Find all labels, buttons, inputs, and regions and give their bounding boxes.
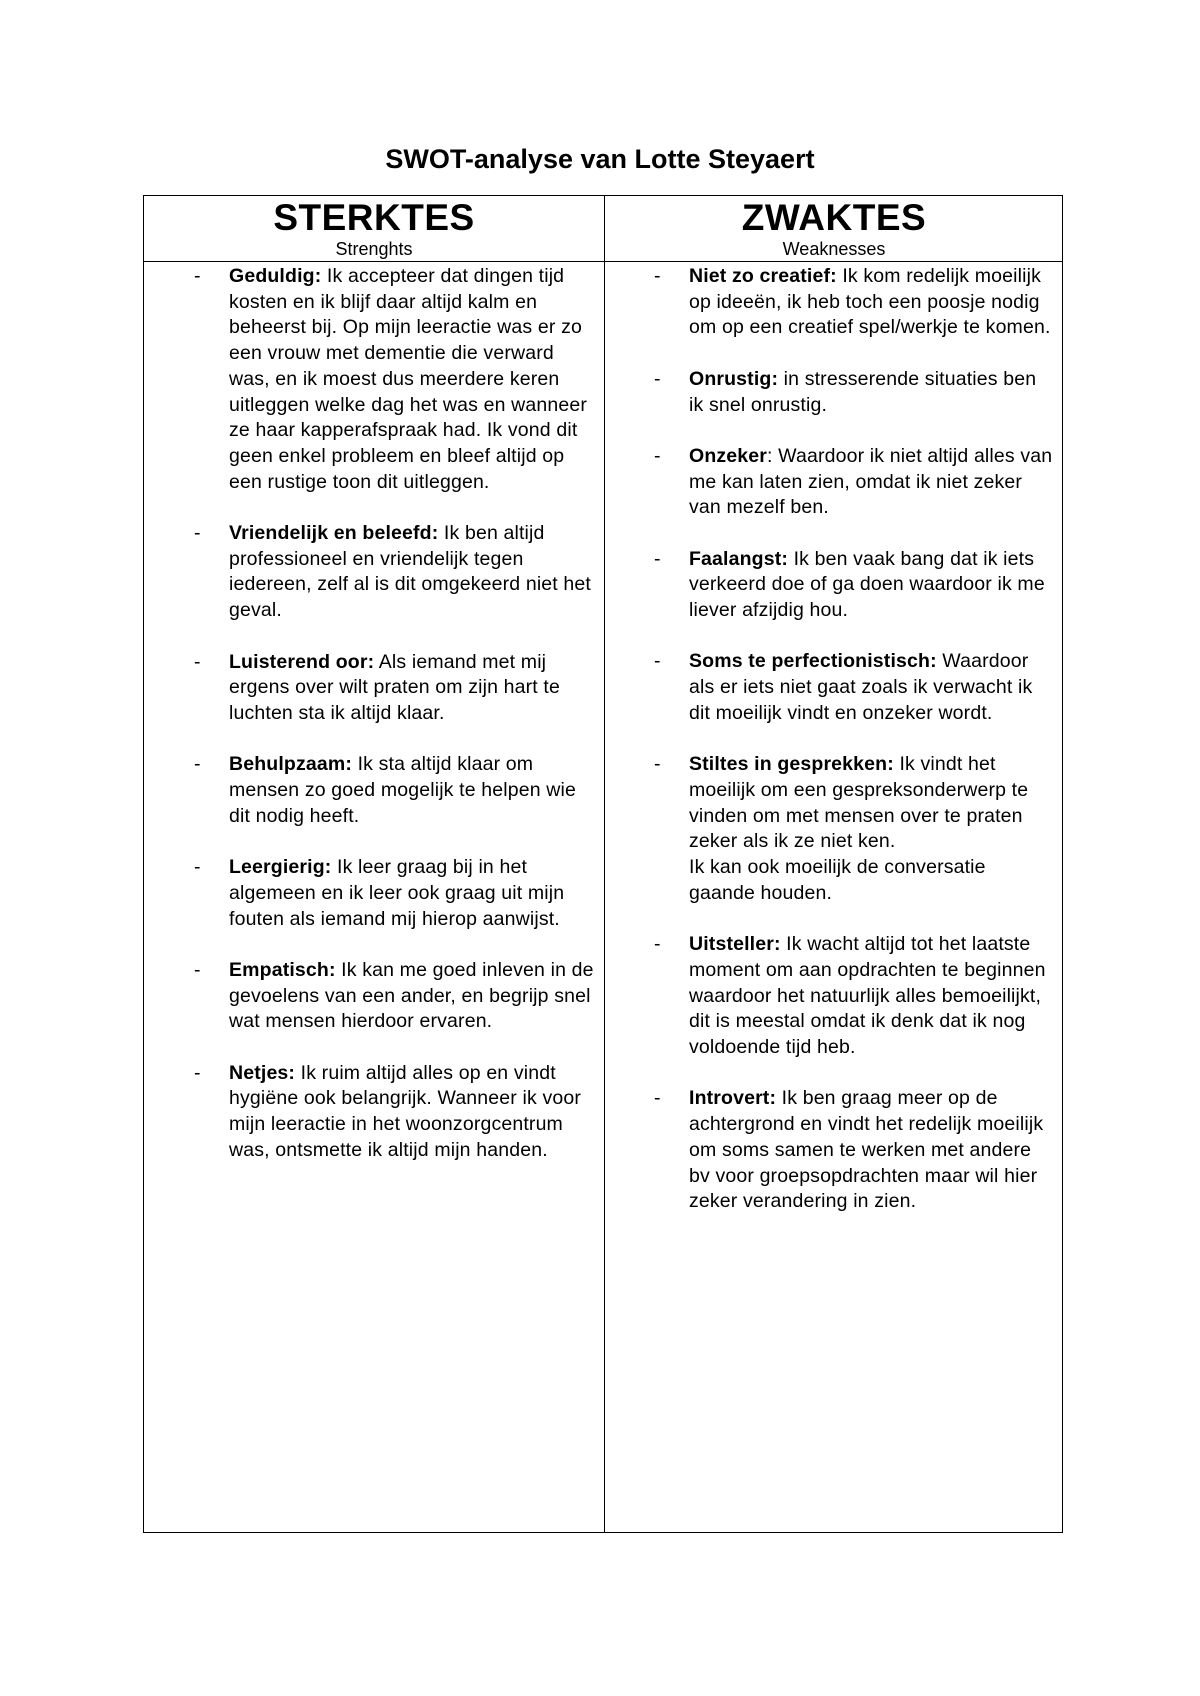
item-text: Ik leer graag bij in het algemeen en ik leer ook graag uit mijn fouten als iemand mij hierop aanwijst. — [229, 856, 565, 930]
list-dash: - — [654, 753, 661, 776]
item-text: : Waardoor ik niet altijd alles van me kan laten zien, omdat ik niet zeker van mezelf ben. — [689, 444, 1053, 519]
item-text: Ik ben altijd professioneel en vriendelijk tegen iedereen, zelf al is dit omgekeerd niet het geval. — [229, 522, 591, 622]
item-text: Ik kom redelijk moeilijk op ideeën, ik heb toch een poosje nodig om op een creatief spel/werkje te komen. — [689, 265, 1051, 339]
item-text: Ik kan me goed inleven in de gevoelens van een ander, en begrijp snel wat mensen hierdoor ervaren. — [229, 958, 594, 1033]
item-term: Geduldig: — [229, 265, 322, 287]
list-dash: - — [194, 265, 201, 287]
item-term: Luisterend oor: — [229, 650, 375, 673]
item-text: Ik sta altijd klaar om mensen zo goed mogelijk te helpen wie dit nodig heeft. — [229, 753, 577, 827]
item-term: Soms te perfectionistisch: — [689, 650, 937, 673]
item-term: Niet zo creatief: — [689, 265, 837, 287]
strengths-subheading: Strenghts — [335, 239, 413, 259]
list-item — [654, 932, 1056, 1061]
item-term: Uitsteller: — [689, 933, 781, 956]
list-item — [654, 264, 1056, 341]
list-dash: - — [654, 265, 661, 287]
item-text: Waardoor als er iets niet gaat zoals ik verwacht ik dit moeilijk vindt en onzeker wordt. — [689, 650, 1033, 724]
list-item — [654, 547, 1056, 624]
item-text: Ik ruim altijd alles op en vindt hygiëne ook belangrijk. Wanneer ik voor mijn leeractie in het woonzorgcentrum was, ontsmette ik altijd mijn handen. — [229, 1061, 581, 1161]
list-item — [654, 367, 1056, 418]
list-item — [654, 1086, 1056, 1215]
list-dash: - — [654, 650, 661, 673]
list-dash: - — [654, 367, 661, 390]
list-dash: - — [194, 522, 201, 545]
item-text: Ik ben graag meer op de achtergrond en vindt het redelijk moeilijk om soms samen te werken met andere bv voor groepsopdrachten maar wil hier zeker verandering in zien. — [689, 1087, 1044, 1213]
list-item — [194, 650, 594, 727]
list-item — [654, 752, 1056, 906]
item-term: Empatisch: — [229, 958, 336, 981]
list-item — [194, 1061, 594, 1164]
list-dash: - — [654, 547, 661, 570]
weaknesses-header — [604, 196, 1064, 259]
item-term: Stiltes in gesprekken: — [689, 753, 894, 776]
list-item — [194, 521, 594, 624]
strengths-header — [144, 196, 604, 259]
item-term: Onzeker — [689, 444, 768, 467]
item-text: Als iemand met mij ergens over wilt praten om zijn hart te luchten sta ik altijd klaar. — [229, 650, 560, 724]
list-item — [194, 855, 594, 932]
item-term: Behulpzaam: — [229, 753, 353, 776]
table-header-row — [144, 196, 1062, 262]
list-dash: - — [654, 444, 661, 467]
strengths-heading: STERKTES — [273, 197, 475, 238]
swot-table — [143, 195, 1063, 1533]
item-term: Faalangst: — [689, 547, 789, 570]
list-dash: - — [194, 856, 201, 879]
weaknesses-subheading: Weaknesses — [782, 239, 886, 259]
list-item — [194, 264, 594, 495]
list-dash: - — [194, 1061, 201, 1084]
item-term: Vriendelijk en beleefd: — [229, 522, 439, 545]
item-text: Ik accepteer dat dingen tijd kosten en ik blijf daar altijd kalm en beheerst bij. Op mijn leeractie was er zo een vrouw met dementie die verward was, en ik moest dus meerdere keren uitleggen welke dag het was en wanneer ze haar kapperafspraak had. Ik vond dit geen enkel probleem en bleef altijd op een rustige toon dit uitleggen. — [229, 265, 588, 493]
list-item — [654, 444, 1056, 521]
item-text: Ik vindt het moeilijk om een gespreksonderwerp te vinden om met mensen over te praten zeker als ik ze niet ken. Ik kan ook moeilijk de conversatie gaande houden. — [689, 753, 1029, 904]
list-dash: - — [654, 1087, 661, 1110]
list-dash: - — [654, 933, 661, 956]
item-term: Onrustig: — [689, 367, 779, 390]
item-term: Leergierig: — [229, 856, 332, 879]
item-term: Netjes: — [229, 1061, 296, 1084]
page-title: SWOT-analyse van Lotte Steyaert — [385, 144, 815, 174]
list-dash: - — [194, 650, 201, 673]
weaknesses-heading: ZWAKTES — [741, 197, 927, 238]
item-term: Introvert: — [689, 1087, 777, 1110]
list-dash: - — [194, 753, 201, 776]
list-dash: - — [194, 958, 201, 981]
list-item — [654, 649, 1056, 726]
weaknesses-list — [604, 262, 1064, 1241]
list-item — [194, 958, 594, 1035]
item-text: Ik wacht altijd tot het laatste moment om aan opdrachten te beginnen waardoor het natuurlijk alles bemoeilijkt, dit is meestal omdat ik denk dat ik nog voldoende tijd heb. — [689, 933, 1046, 1058]
strengths-list — [144, 262, 604, 1189]
list-item — [194, 752, 594, 829]
item-text: in stresserende situaties ben ik snel onrustig. — [689, 367, 1037, 416]
item-text: Ik ben vaak bang dat ik iets verkeerd doe of ga doen waardoor ik me liever afzijdig hou. — [689, 547, 1045, 622]
